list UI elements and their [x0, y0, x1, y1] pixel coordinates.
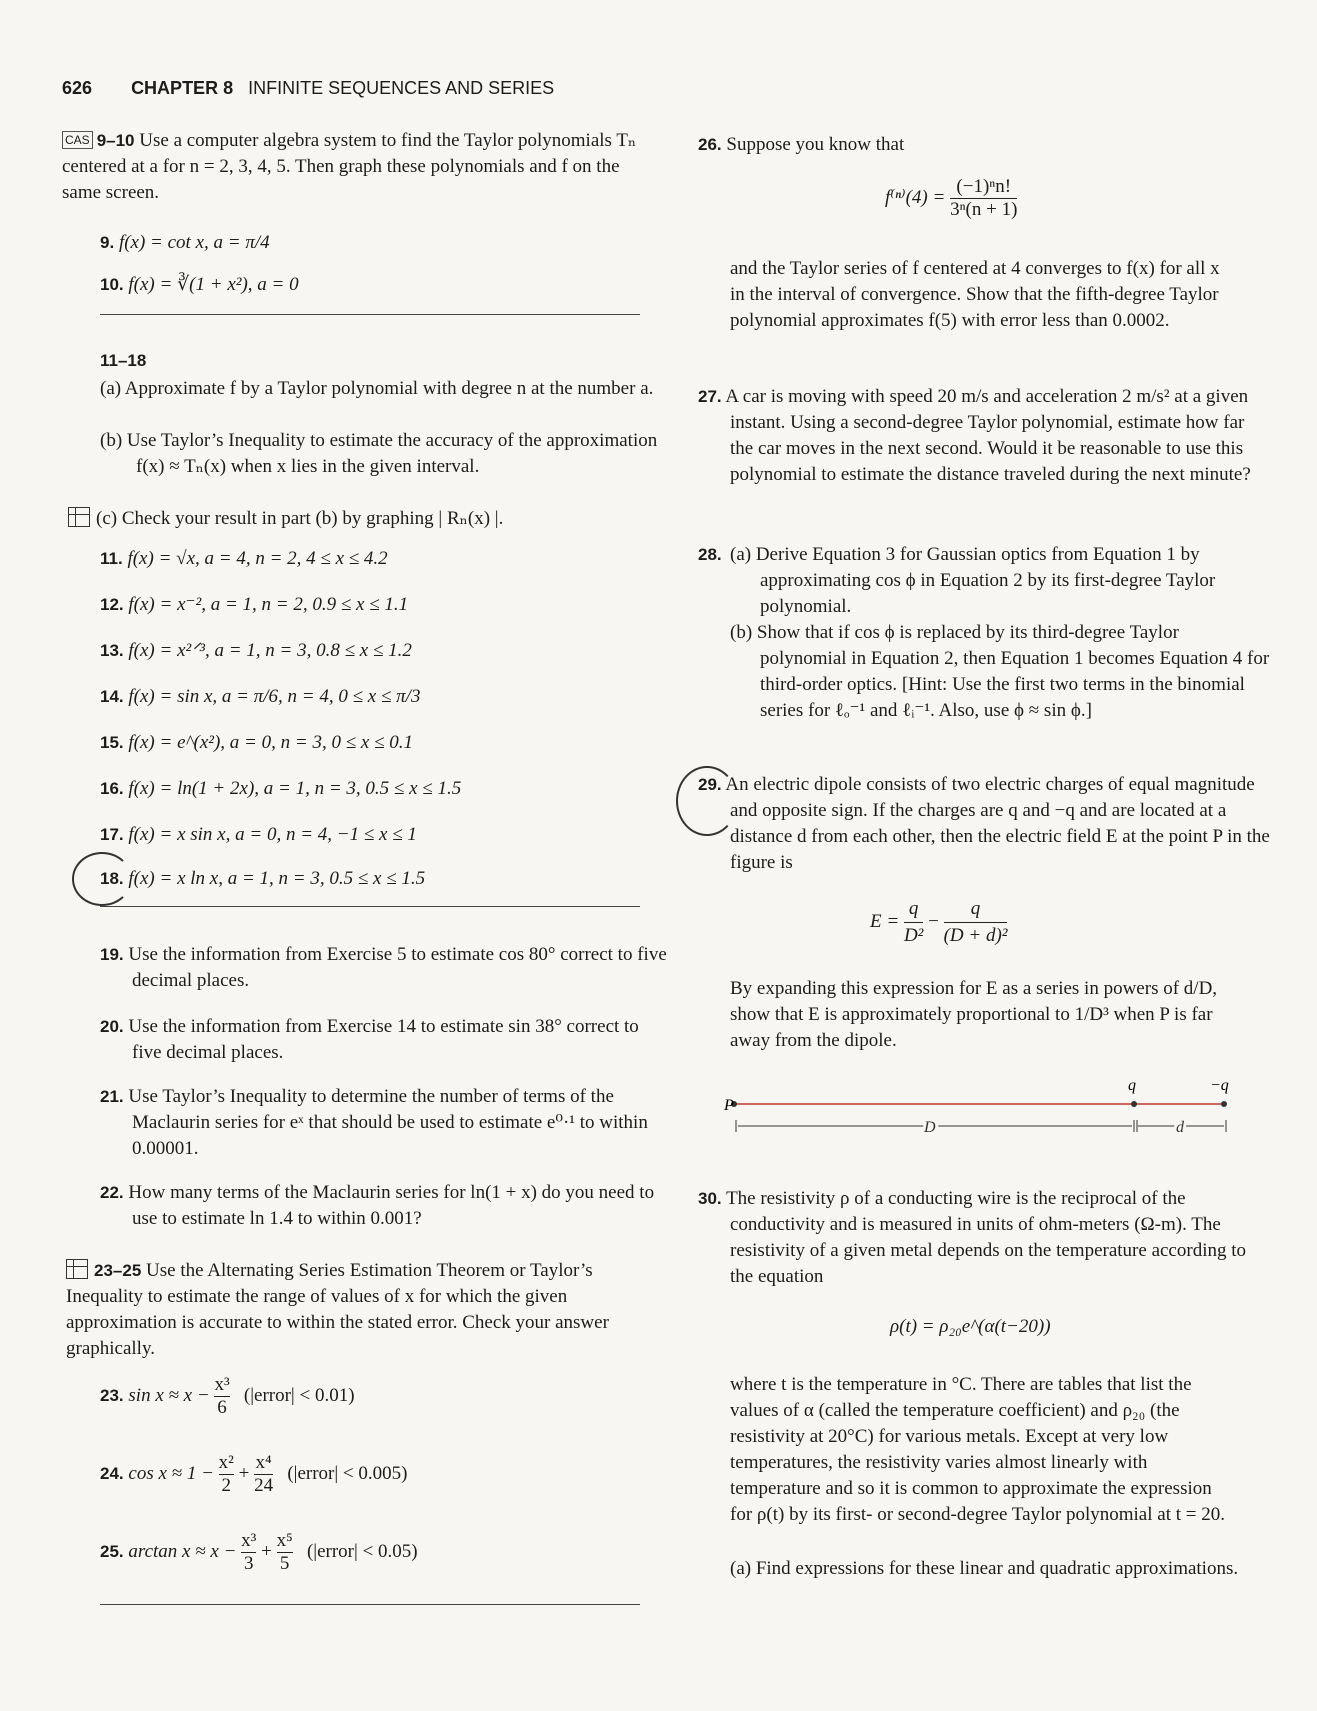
exercise-14 [100, 684, 420, 710]
fraction [254, 1452, 273, 1497]
page-number: 626 [62, 78, 93, 98]
label-P: P [724, 1097, 734, 1114]
formula-lhs: cos x ≈ 1 − [128, 1462, 214, 1484]
fraction [950, 176, 1017, 221]
exercise-formula: f(x) = ln(1 + 2x), a = 1, n = 3, 0.5 ≤ x ≤ 1.5 [128, 778, 462, 799]
exercise-number: 15. [100, 733, 124, 752]
fraction [944, 896, 1008, 949]
numerator: x⁵ [276, 1530, 293, 1551]
exercise-10 [100, 272, 299, 298]
section-divider [100, 906, 640, 907]
denominator: 24 [254, 1475, 274, 1496]
exercise-number: 9. [100, 233, 115, 252]
fraction [241, 1530, 256, 1575]
exercise-formula: f(x) = x ln x, a = 1, n = 3, 0.5 ≤ x ≤ 1.5 [128, 868, 426, 889]
handwritten-circle [676, 766, 738, 836]
charge-q-dot [1131, 1101, 1137, 1107]
exercise-11 [100, 546, 388, 572]
exercise-number: 23–25 [94, 1261, 142, 1280]
denominator: 3 [241, 1552, 256, 1575]
exercise-formula: f(x) = x⁻², a = 1, n = 2, 0.9 ≤ x ≤ 1.1 [128, 594, 409, 615]
exercise-26-equation [885, 176, 1017, 221]
denominator: D² [904, 922, 923, 949]
chapter-title: INFINITE SEQUENCES AND SERIES [248, 78, 555, 98]
error-bound: (|error| < 0.005) [287, 1462, 408, 1484]
numerator: x³ [214, 1374, 230, 1395]
label-negq: −q [1210, 1077, 1229, 1094]
exercise-text: Use a computer algebra system to find the Taylor polynomials Tₙ centered at a for n = 2, 3, 4, 5. Then graph these polynomials and f on the same screen. [62, 130, 637, 203]
formula-lhs: sin x ≈ x − [128, 1384, 210, 1406]
exercise-30-text2: where t is the temperature in °C. There are tables that list the values of α (called the temperature coefficient) and ρ₂₀ (the resistivity at 20°C) for various metals. Except at very low temperatures, the resistivity varies almost linearly with temperature and so it is common to approximate the expression for ρ(t) by its first- or second-degree Taylor polynomial at t = 20. [730, 1374, 1225, 1525]
exercise-text: Suppose you know that [726, 134, 905, 155]
exercise-number: 28. [698, 545, 722, 564]
exercise-25 [100, 1530, 418, 1575]
exercise-19 [100, 942, 672, 994]
exercise-24 [100, 1452, 407, 1497]
exercise-27 [698, 384, 1270, 488]
numerator: (−1)ⁿn! [956, 176, 1012, 197]
part-c-text: (c) Check your result in part (b) by graphing | Rₙ(x) |. [96, 508, 504, 529]
exercise-text: A car is moving with speed 20 m/s and acceleration 2 m/s² at a given instant. Using a second-degree Taylor polynomial, estimate how far the car moves in the next second. Would it be reasonable to use this polynomial to estimate the distance traveled during the next minute? [725, 386, 1251, 485]
exercise-number: 11. [100, 549, 123, 568]
exercise-formula: f(x) = x sin x, a = 0, n = 4, −1 ≤ x ≤ 1 [128, 824, 417, 845]
exercise-text: Use the information from Exercise 5 to estimate cos 80° correct to five decimal places. [128, 944, 667, 991]
exercise-number: 17. [100, 825, 124, 844]
exercise-formula: f(x) = x²ᐟ³, a = 1, n = 3, 0.8 ≤ x ≤ 1.2 [128, 640, 412, 661]
exercise-formula: f(x) = √x, a = 4, n = 2, 4 ≤ x ≤ 4.2 [127, 548, 388, 569]
exercise-number: 27. [698, 387, 722, 406]
numerator: x³ [241, 1530, 257, 1551]
exercise-28-number [698, 542, 722, 568]
exercise-number: 14. [100, 687, 124, 706]
exercise-number: 19. [100, 945, 124, 964]
exercise-number: 10. [100, 275, 124, 294]
denominator: 2 [219, 1474, 234, 1497]
plus-sign: + [261, 1540, 272, 1562]
exercise-text: Use the information from Exercise 14 to estimate sin 38° correct to five decimal places. [128, 1016, 639, 1063]
denominator: (D + d)² [944, 922, 1008, 949]
exercise-formula: f(x) = e^(x²), a = 0, n = 3, 0 ≤ x ≤ 0.1 [128, 732, 413, 753]
exercise-text: Use the Alternating Series Estimation Theorem or Taylor’s Inequality to estimate the range of values of x for which the given approximation is accurate to within the stated error. Check your answer graphically. [66, 1260, 609, 1359]
exercise-12 [100, 592, 408, 618]
exercise-11-18-number [100, 348, 146, 374]
label-d: d [1176, 1119, 1184, 1136]
numerator: x² [218, 1452, 234, 1473]
exercise-number: 20. [100, 1017, 124, 1036]
exercise-23 [100, 1374, 355, 1419]
fraction [219, 1452, 234, 1497]
exercise-20 [100, 1014, 672, 1066]
section-divider [100, 314, 640, 315]
exercise-21 [100, 1084, 672, 1162]
exercise-formula: f(x) = ∛(1 + x²), a = 0 [128, 274, 299, 295]
exercise-text: Use Taylor’s Inequality to determine the number of terms of the Maclaurin series for eˣ that should be used to estimate e⁰·¹ to within 0.00001. [128, 1086, 648, 1159]
error-bound: (|error| < 0.05) [306, 1540, 418, 1562]
exercise-text: The resistivity ρ of a conducting wire is the reciprocal of the conductivity and is measured in units of ohm-meters (Ω-m). The resistivity of a given metal depends on the temperature according to the equation [726, 1188, 1246, 1287]
graphing-icon [66, 1259, 88, 1279]
exercise-9 [100, 230, 270, 256]
exercise-number: 11–18 [100, 351, 147, 370]
exercise-number: 16. [100, 779, 124, 798]
charge-negq-dot [1221, 1101, 1227, 1107]
exercise-number: 21. [100, 1087, 124, 1106]
denominator: 6 [214, 1396, 229, 1419]
plus-sign: + [238, 1462, 250, 1484]
exercise-23-25 [66, 1258, 646, 1362]
formula-lhs: f⁽ⁿ⁾(4) = [885, 186, 946, 208]
exercise-text: An electric dipole consists of two electric charges of equal magnitude and opposite sign. If the charges are q and −q and are located at a distance d from each other, then the electric field E at the point P in the figure is [725, 774, 1270, 873]
handwritten-circle [72, 852, 132, 906]
exercise-13 [100, 638, 412, 664]
exercise-text: How many terms of the Maclaurin series for ln(1 + x) do you need to use to estimate ln 1.4 to within 0.001? [128, 1182, 655, 1229]
section-divider [100, 1604, 640, 1605]
exercise-number: 13. [100, 641, 124, 660]
label-q: q [1128, 1077, 1136, 1094]
minus-sign: − [928, 910, 939, 932]
chapter-label: CHAPTER 8 [131, 78, 234, 98]
formula-lhs: arctan x ≈ x − [128, 1540, 237, 1562]
exercise-9-10 [62, 128, 642, 206]
exercise-number: 22. [100, 1183, 124, 1202]
exercise-15 [100, 730, 413, 756]
exercise-number: 30. [698, 1189, 722, 1208]
exercise-29-text2: By expanding this expression for E as a series in powers of d/D, show that E is approximately proportional to 1/D³ when P is far away from the dipole. [730, 978, 1218, 1051]
exercise-26-text: and the Taylor series of f centered at 4 converges to f(x) for all x in the interval of convergence. Show that the fifth-degree Taylor polynomial approximates f(5) with error less than 0.0002. [730, 258, 1220, 331]
part-a: (a) Approximate f by a Taylor polynomial with degree n at the number a. [100, 378, 654, 399]
exercise-number: 18. [100, 869, 124, 888]
graphing-icon [68, 507, 90, 527]
resistivity-equation [890, 1314, 1051, 1340]
label-D: D [924, 1119, 936, 1136]
fraction [214, 1374, 229, 1419]
part-a: (a) Derive Equation 3 for Gaussian optics from Equation 1 by approximating cos ϕ in Equation 2 by its first-degree Taylor polynomial. [730, 544, 1216, 617]
error-bound: (|error| < 0.01) [243, 1384, 355, 1406]
part-a: (a) Find expressions for these linear and quadratic approximations. [730, 1558, 1239, 1579]
numerator: x⁴ [255, 1452, 272, 1473]
exercise-formula: f(x) = cot x, a = π/4 [118, 232, 270, 253]
exercise-30 [698, 1186, 1270, 1290]
exercise-17 [100, 822, 417, 848]
fraction [904, 896, 923, 949]
part-b: (b) Use Taylor’s Inequality to estimate the accuracy of the approximation f(x) ≈ Tₙ(x) when x lies in the given interval. [100, 430, 658, 477]
exercise-number: 12. [100, 595, 124, 614]
exercise-number: 29. [698, 775, 722, 794]
part-b: (b) Show that if cos ϕ is replaced by its third-degree Taylor polynomial in Equation 2, then Equation 1 becomes Equation 4 for third-order optics. [Hint: Use the first two terms in the binomial series for ℓₒ⁻¹ and ℓᵢ⁻¹. Also, use ϕ ≈ sin ϕ.] [730, 622, 1270, 721]
exercise-formula: f(x) = sin x, a = π/6, n = 4, 0 ≤ x ≤ π/3 [128, 686, 421, 707]
formula: ρ(t) = ρ₂₀e^(α(t−20)) [890, 1316, 1051, 1337]
exercise-26-intro [698, 132, 1270, 158]
formula-lhs: E = [870, 910, 900, 932]
exercise-number: 23. [100, 1385, 124, 1405]
exercise-18 [100, 866, 425, 892]
part-c [68, 506, 648, 532]
dipole-equation [870, 896, 1007, 949]
exercise-16 [100, 776, 461, 802]
cas-badge: CAS [62, 131, 93, 149]
numerator: q [970, 898, 981, 919]
page-header [62, 78, 554, 99]
denominator: 5 [277, 1552, 293, 1575]
exercise-number: 25. [100, 1541, 124, 1561]
exercise-number: 24. [100, 1463, 124, 1483]
exercise-29 [698, 772, 1270, 876]
denominator: 3ⁿ(n + 1) [950, 199, 1018, 220]
exercise-22 [100, 1180, 672, 1232]
exercise-number: 26. [698, 135, 722, 154]
exercise-number: 9–10 [96, 131, 135, 150]
dipole-figure [724, 1070, 1244, 1140]
numerator: q [908, 898, 919, 919]
fraction [277, 1530, 293, 1575]
